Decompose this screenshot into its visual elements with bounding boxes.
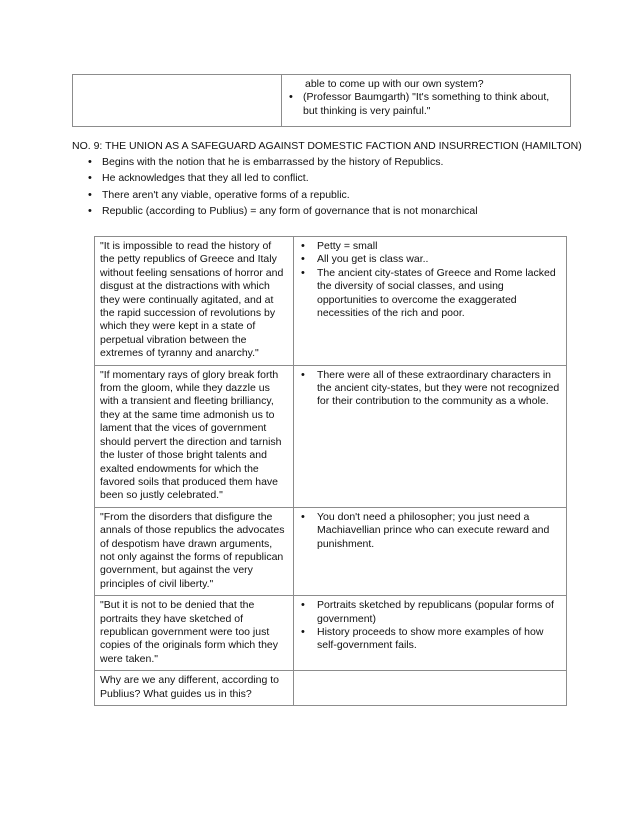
continued-text: able to come up with our own system? (305, 78, 484, 90)
notes-cell (294, 365, 567, 507)
list-item: • There were all of these extraordinary characters in the ancient city-states, but they were not recognized for their contribution to the community as a whole. (299, 369, 561, 409)
table-row (95, 365, 567, 507)
table-row (95, 237, 567, 366)
notes-list (299, 369, 561, 409)
notes-cell (294, 596, 567, 671)
quote-cell: Why are we any different, according to Publius? What guides us in this? (95, 671, 294, 706)
notes-cell (294, 237, 567, 366)
list-item: • Petty = small (299, 240, 561, 253)
intro-bullet-list (86, 156, 606, 222)
notes-list (299, 240, 561, 320)
notes-list (299, 599, 561, 653)
quote-cell: "It is impossible to read the history of the petty republics of Greece and Italy without feeling sensations of horror and disgust at the distractions with which they were continually agitated, and at the rapid succession of revolutions by which they were kept in a state of perpetual vibration between the extremes of tyranny and anarchy." (95, 237, 294, 366)
top-right-cell (282, 75, 571, 127)
list-item: • Portraits sketched by republicans (popular forms of government) (299, 599, 561, 626)
list-item: • Begins with the notion that he is embarrassed by the history of Republics. (86, 156, 606, 169)
top-left-cell (73, 75, 282, 127)
notes-cell (294, 671, 567, 706)
notes-list (299, 511, 561, 551)
quote-cell: "But it is not to be denied that the portraits they have sketched of republican government were too just copies of the originals form which they were taken." (95, 596, 294, 671)
list-item: • (Professor Baumgarth) "It's something to think about, but thinking is very painful." (287, 91, 565, 118)
table-row (95, 507, 567, 595)
section-heading: NO. 9: THE UNION AS A SAFEGUARD AGAINST DOMESTIC FACTION AND INSURRECTION (HAMILTON) (72, 140, 582, 152)
list-item: • He acknowledges that they all led to conflict. (86, 172, 606, 185)
list-item: • Republic (according to Publius) = any form of governance that is not monarchical (86, 205, 606, 218)
list-item: • You don't need a philosopher; you just need a Machiavellian prince who can execute reward and punishment. (299, 511, 561, 551)
quote-cell: "If momentary rays of glory break forth from the gloom, while they dazzle us with a transient and fleeting brilliancy, they at the same time admonish us to lament that the vices of government should pervert the direction and tarnish the luster of those bright talents and exalted endowments for which the favored soils that produced them have been so justly celebrated." (95, 365, 294, 507)
list-item: • The ancient city-states of Greece and Rome lacked the diversity of social classes, and using opportunities to overcome the exaggerated necessities of the rich and poor. (299, 267, 561, 321)
top-table (72, 74, 571, 127)
list-item: • All you get is class war.. (299, 253, 561, 266)
table-row (95, 596, 567, 671)
list-item: • History proceeds to show more examples of how self-government fails. (299, 626, 561, 653)
list-item: • There aren't any viable, operative forms of a republic. (86, 189, 606, 202)
table-row (95, 671, 567, 706)
quote-cell: "From the disorders that disfigure the annals of those republics the advocates of despotism have drawn arguments, not only against the forms of republican government, but against the very principles of civil liberty." (95, 507, 294, 595)
top-bullet-list (287, 91, 565, 118)
notes-cell (294, 507, 567, 595)
table-row (73, 75, 571, 127)
quotes-table (94, 236, 567, 706)
